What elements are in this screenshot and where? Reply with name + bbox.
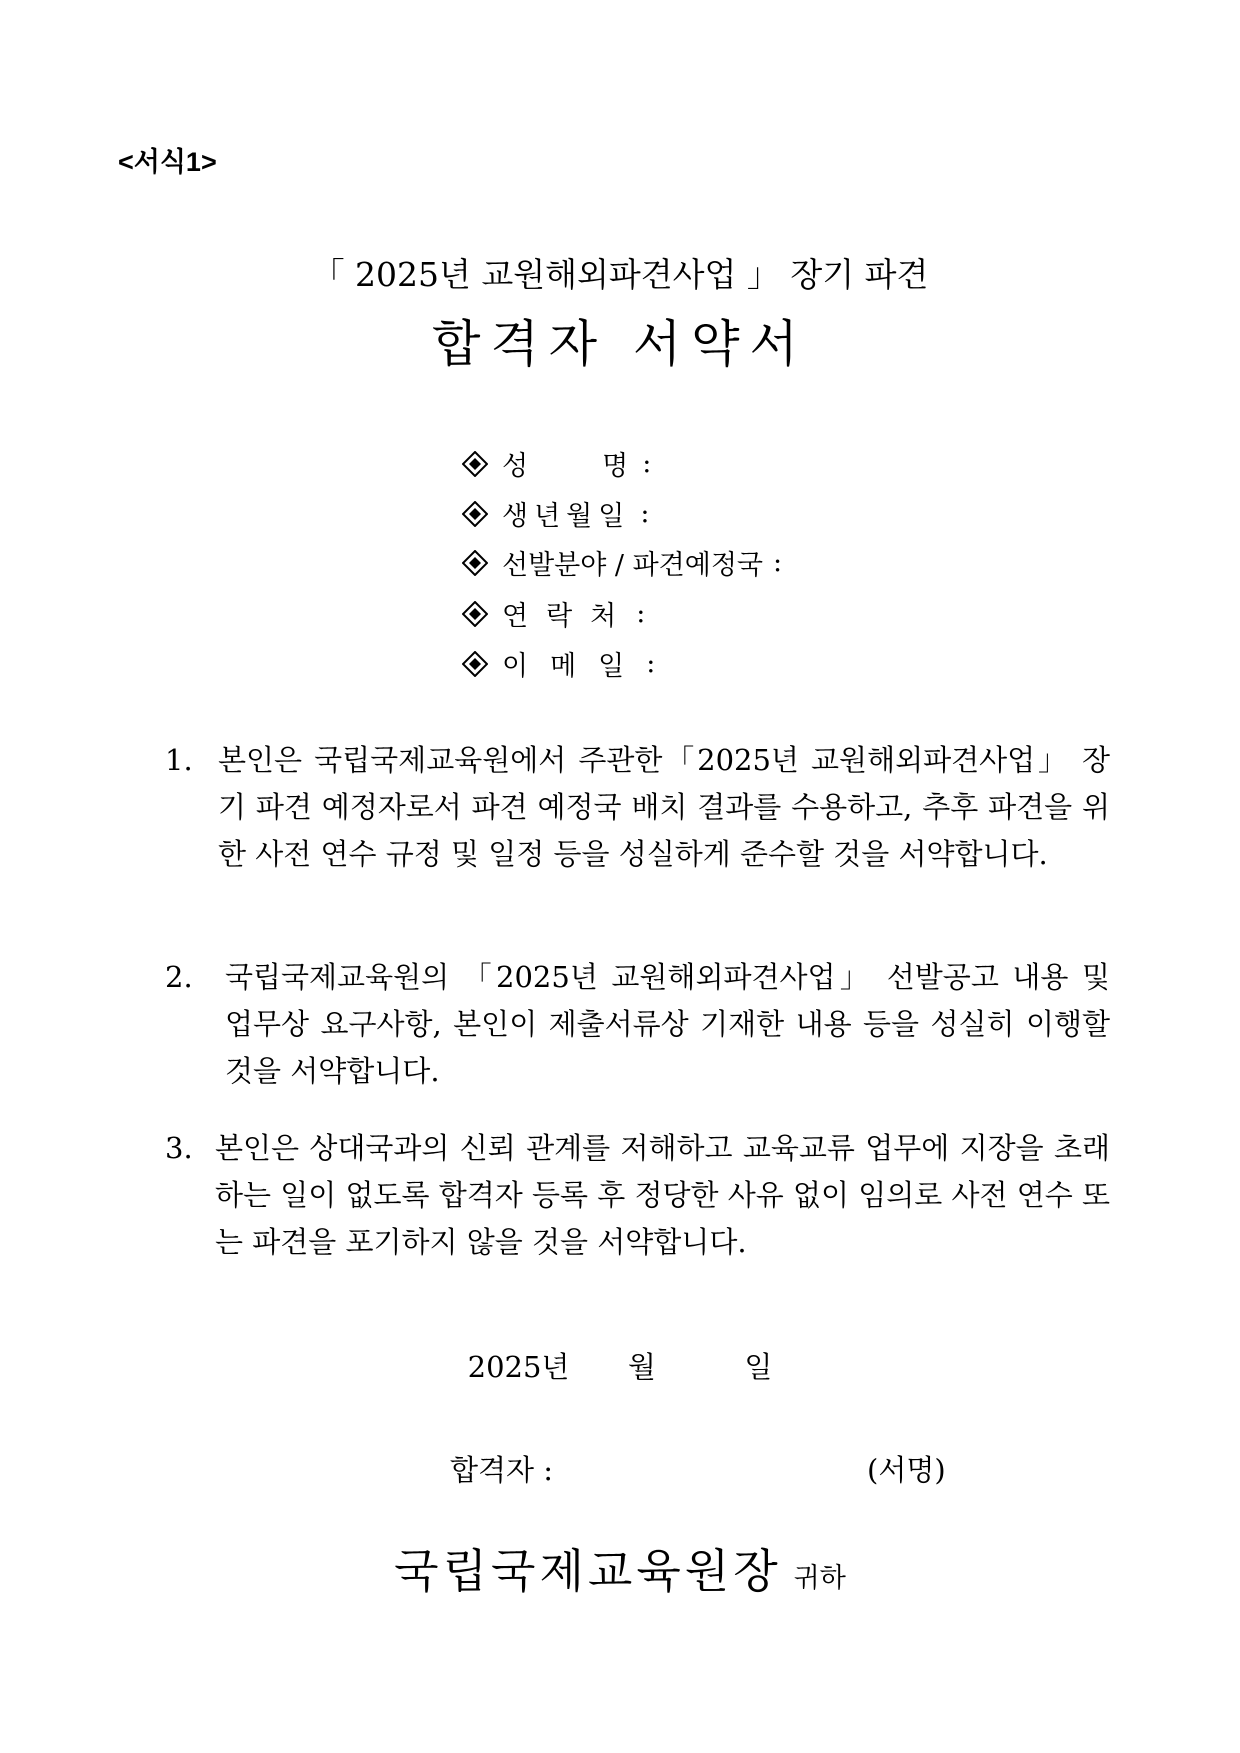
field-birthdate <box>462 494 649 533</box>
diamond-bullet-icon <box>462 550 488 576</box>
clause-number: 3. <box>165 1131 193 1165</box>
signature-mark: (서명) <box>867 1453 946 1487</box>
form-label: <서식1> <box>118 147 217 177</box>
field-birthdate-label: 생년월일 <box>502 501 631 532</box>
field-name <box>462 444 651 483</box>
diamond-bullet-icon <box>462 501 488 527</box>
field-selection <box>462 543 782 582</box>
clause-text: 본인은 국립국제교육원에서 주관한「2025년 교원해외파견사업」 장기 파견 예정자로서 파견 예정국 배치 결과를 수용하고, 추후 파견을 위한 사전 연수 규정 및 일정 등을 성실하게 준수할 것을 서약합니다. <box>218 743 1110 871</box>
field-selection-colon: : <box>773 547 783 578</box>
field-contact <box>462 594 645 633</box>
addressee-name: 국립국제교육원장 <box>394 1544 782 1598</box>
addressee <box>0 1535 1240 1601</box>
date-line <box>0 1345 1240 1386</box>
field-name-label-a: 성 <box>502 451 529 482</box>
addressee-suffix: 귀하 <box>793 1563 846 1594</box>
clause-1 <box>165 737 1110 878</box>
field-email-colon: : <box>646 648 656 679</box>
field-contact-colon: : <box>636 598 646 629</box>
date-day: 일 <box>744 1350 773 1384</box>
field-contact-label: 연락처 <box>502 601 635 632</box>
field-name-label-b: 명 <box>602 451 629 482</box>
field-selection-label: 선발분야 / 파견예정국 <box>502 550 763 581</box>
date-year: 2025년 <box>467 1350 570 1384</box>
field-email <box>462 644 655 683</box>
signer-label: 합격자 : <box>450 1453 554 1487</box>
clause-3 <box>165 1125 1110 1266</box>
diamond-bullet-icon <box>462 651 488 677</box>
field-birthdate-colon: : <box>640 498 650 529</box>
document-title: 합격자 서약서 <box>432 315 808 373</box>
clause-number: 2. <box>165 960 193 994</box>
date-month: 월 <box>627 1350 656 1384</box>
document-subtitle: 「 2025년 교원해외파견사업 」 장기 파견 <box>311 255 929 294</box>
diamond-bullet-icon <box>462 451 488 477</box>
clause-text: 본인은 상대국과의 신뢰 관계를 저해하고 교육교류 업무에 지장을 초래하는 일이 없도록 합격자 등록 후 정당한 사유 없이 임의로 사전 연수 또는 파견을 포기하지 않을 것을 서약합니다. <box>215 1131 1111 1259</box>
field-name-colon: : <box>642 448 652 479</box>
clause-2 <box>165 954 1110 1095</box>
clause-number: 1. <box>165 743 193 777</box>
diamond-bullet-icon <box>462 601 488 627</box>
clause-text: 국립국제교육원의 「2025년 교원해외파견사업」 선발공고 내용 및 업무상 요구사항, 본인이 제출서류상 기재한 내용 등을 성실히 이행할 것을 서약합니다. <box>225 960 1110 1088</box>
field-email-label: 이메일 <box>502 651 647 682</box>
